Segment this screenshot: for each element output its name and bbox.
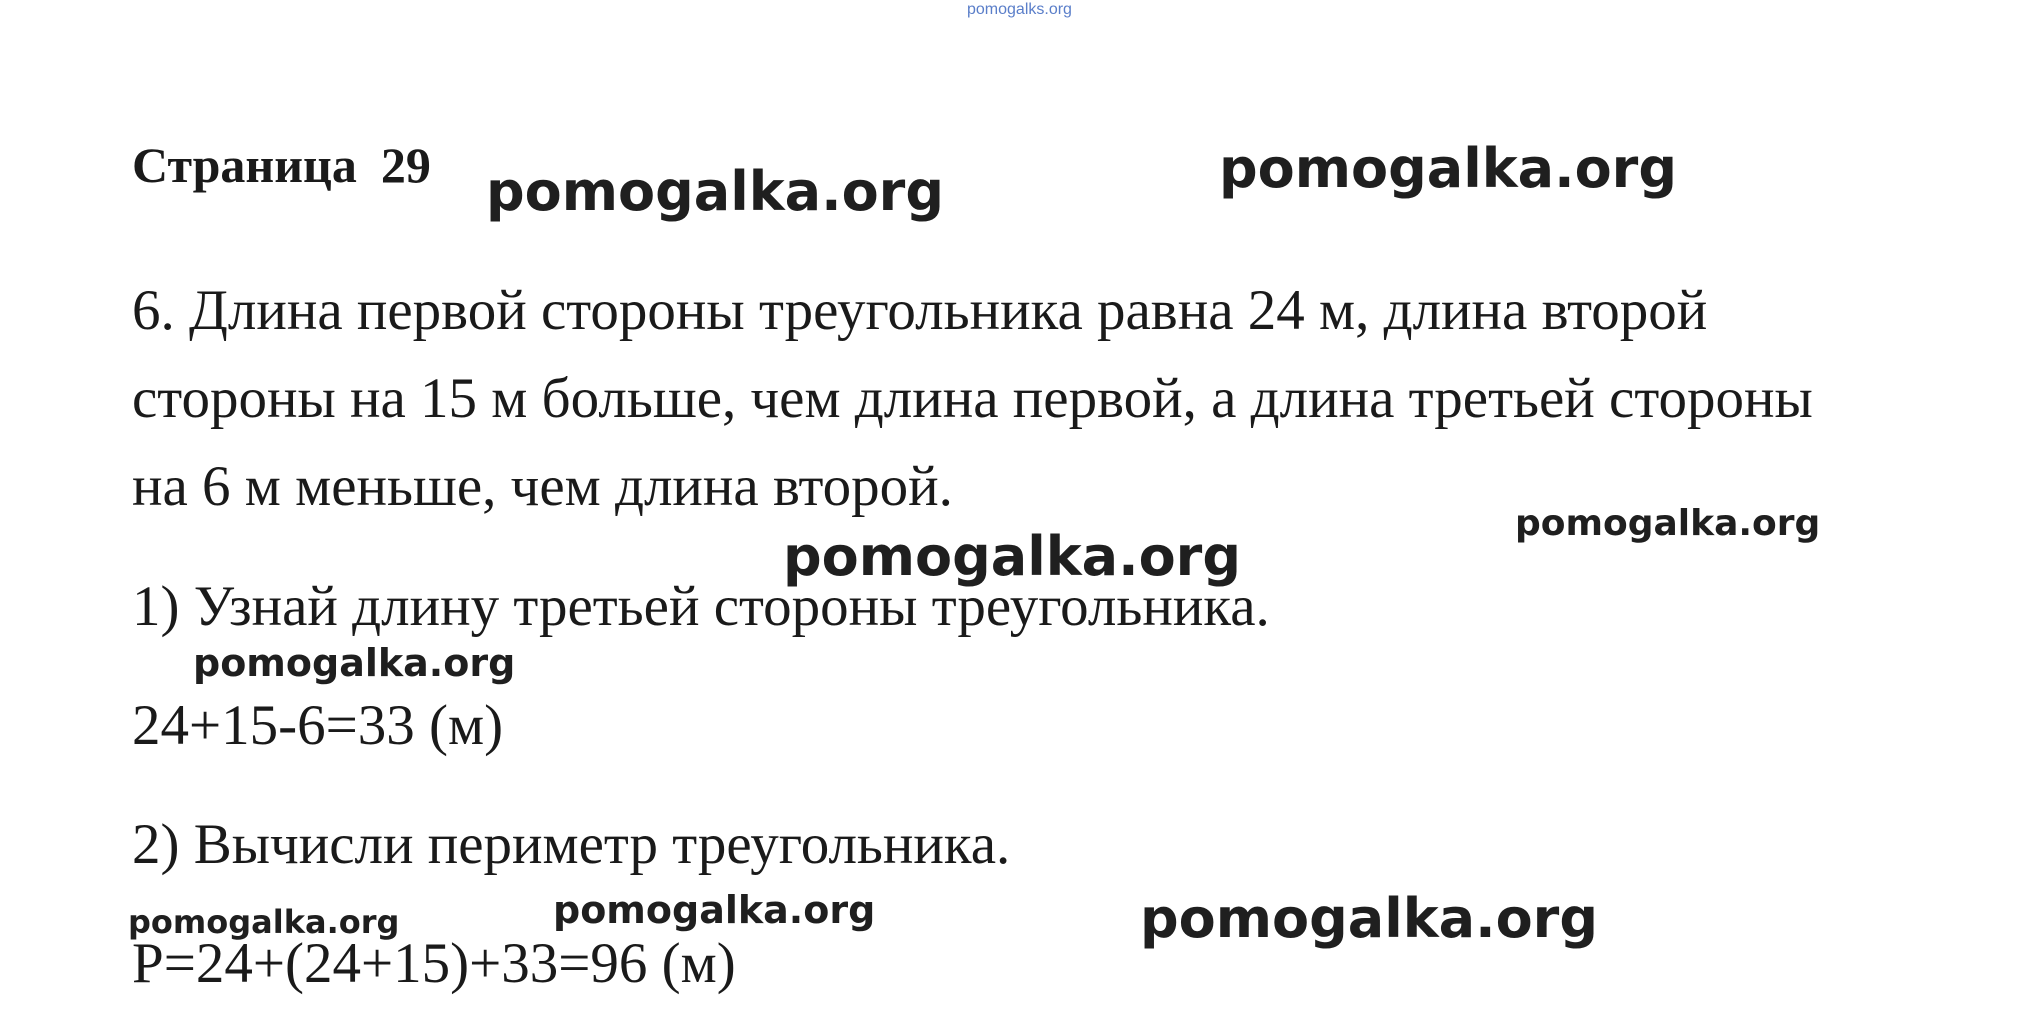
answer-1: 24+15-6=33 (м) — [132, 694, 504, 757]
watermark: pomogalka.org — [193, 641, 516, 685]
task-text-line-3: на 6 м меньше, чем длина второй. — [132, 455, 953, 518]
page-number: 29 — [380, 137, 431, 193]
watermark: pomogalka.org — [1140, 887, 1598, 950]
page-heading-label: Страница — [132, 137, 357, 193]
site-link[interactable]: pomogalks.org — [967, 1, 1072, 18]
watermark: pomogalka.org — [1219, 137, 1677, 200]
task-text-line-1: 6. Длина первой стороны треугольника равна 24 м, длина второй — [132, 279, 1708, 342]
watermark: pomogalka.org — [486, 160, 944, 223]
answer-2: P=24+(24+15)+33=96 (м) — [132, 932, 736, 995]
watermark: pomogalka.org — [128, 903, 400, 941]
question-2: 2) Вычисли периметр треугольника. — [132, 813, 1011, 876]
watermark: pomogalka.org — [553, 888, 876, 932]
task-text-line-2: стороны на 15 м больше, чем длина первой, а длина третьей стороны — [132, 367, 1813, 430]
question-1: 1) Узнай длину третьей стороны треугольника. — [132, 575, 1270, 638]
page-heading — [132, 136, 431, 194]
watermark: pomogalka.org — [1515, 503, 1821, 544]
watermark: pomogalka.org — [783, 525, 1241, 588]
